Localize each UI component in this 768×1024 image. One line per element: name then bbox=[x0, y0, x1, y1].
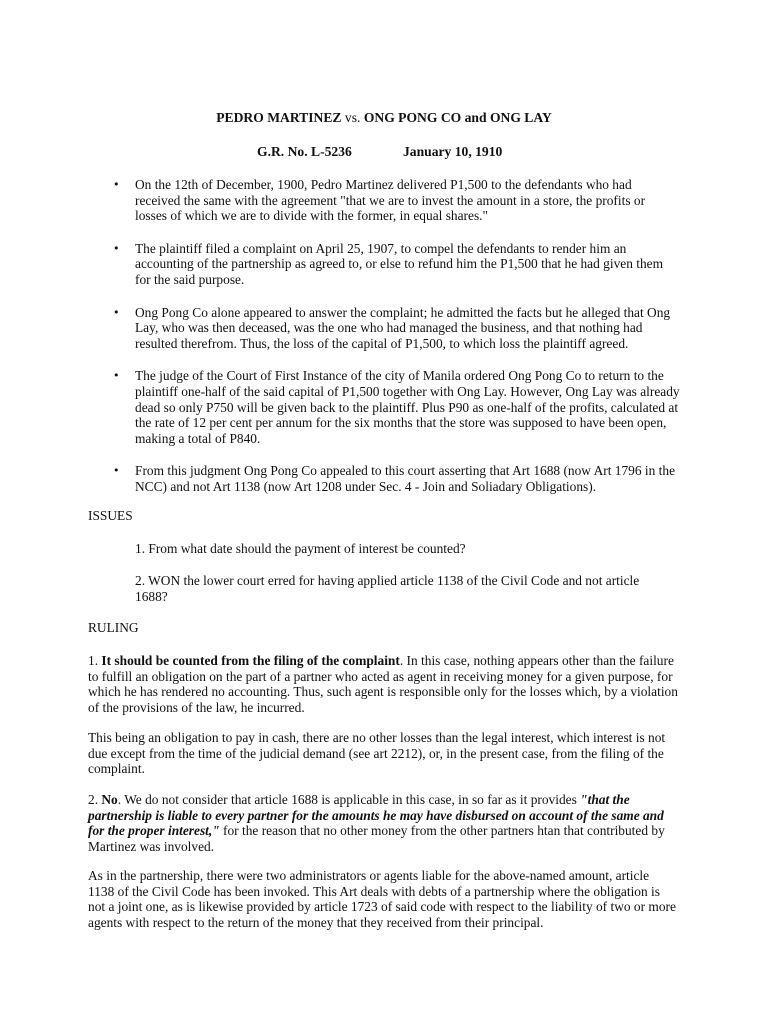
defendants-name: ONG PONG CO and ONG LAY bbox=[363, 110, 552, 125]
ruling-1-text: . In this case, nothing appears other than the failure to fulfill an obligation on the part of a partner who acted as agent in receiving money for a given purpose, for which he has rendered no accounting. Thus, such agent is responsible only for the losses which, by a violation of the provisions of the law, he incurred. bbox=[88, 653, 678, 715]
ruling-heading: RULING bbox=[88, 620, 139, 635]
ruling-paragraph-3 bbox=[88, 792, 678, 854]
fact-item: • The plaintiff filed a complaint on April 25, 1907, to compel the defendants to render him an accounting of the partnership as agreed to, or else to refund him the P1,500 that he had given them for the said purpose. bbox=[135, 241, 680, 288]
decision-date: January 10, 1910 bbox=[403, 144, 503, 159]
ruling-1-holding: It should be counted from the filing of the complaint bbox=[101, 653, 400, 668]
ruling-2-text: . We do not consider that article 1688 is applicable in this case, in so far as it provides bbox=[117, 792, 581, 807]
ruling-2-quote: "that the partnership is liable to every partner for the amounts he may have disbursed on account of the same and for the proper interest," bbox=[88, 792, 664, 839]
issues-heading: ISSUES bbox=[88, 508, 133, 523]
fact-item: • On the 12th of December, 1900, Pedro Martinez delivered P1,500 to the defendants who had received the same with the agreement "that we are to invest the amount in a store, the profits or losses of which we are to divide with the former, in equal shares." bbox=[135, 177, 680, 224]
issue-item: 1. From what date should the payment of interest be counted? bbox=[135, 541, 466, 556]
facts-list bbox=[135, 177, 680, 512]
fact-item: • Ong Pong Co alone appeared to answer the complaint; he admitted the facts but he alleged that Ong Lay, who was then deceased, was the one who had managed the business, and that nothing had resulted therefrom. Thus, the loss of the capital of P1,500, to which loss the plaintiff agreed. bbox=[135, 305, 680, 352]
ruling-paragraph-4: As in the partnership, there were two administrators or agents liable for the above-named amount, article 1138 of the Civil Code has been invoked. This Art deals with debts of a partnership where the obligation is not a joint one, as is likewise provided by article 1723 of said code with respect to the liability of two or more agents with respect to the return of the money that they received from their principal. bbox=[88, 868, 676, 930]
versus-label: vs. bbox=[344, 110, 361, 125]
issue-item: 2. WON the lower court erred for having applied article 1138 of the Civil Code and not article 1688? bbox=[135, 573, 640, 604]
fact-item: • The judge of the Court of First Instance of the city of Manila ordered Ong Pong Co to return to the plaintiff one-half of the said capital of P1,500 together with Ong Lay. However, Ong Lay was already dead so only P750 will be given back to the plaintiff. Plus P90 as one-half of the profits, calculated at the rate of 12 per cent per annum for the six months that the store was supposed to have been open, making a total of P840. bbox=[135, 368, 680, 446]
ruling-paragraph-1 bbox=[88, 653, 678, 715]
plaintiff-name: PEDRO MARTINEZ bbox=[216, 110, 342, 125]
ruling-2-rest: for the reason that no other money from the other partners htan that contributed by Martinez was involved. bbox=[88, 823, 665, 854]
case-title bbox=[0, 110, 768, 126]
ruling-2-number: 2. bbox=[88, 792, 102, 807]
ruling-2-holding: No bbox=[101, 792, 118, 807]
fact-item: • From this judgment Ong Pong Co appealed to this court asserting that Art 1688 (now Art 1796 in the NCC) and not Art 1138 (now Art 1208 under Sec. 4 - Join and Soliadary Obligations). bbox=[135, 463, 680, 494]
gr-number: G.R. No. L-5236 bbox=[257, 144, 352, 159]
ruling-1-number: 1. bbox=[88, 653, 102, 668]
ruling-paragraph-2: This being an obligation to pay in cash, there are no other losses than the legal interest, which interest is not due except from the time of the judicial demand (see art 2212), or, in the present case, from the filing of the complaint. bbox=[88, 730, 666, 777]
